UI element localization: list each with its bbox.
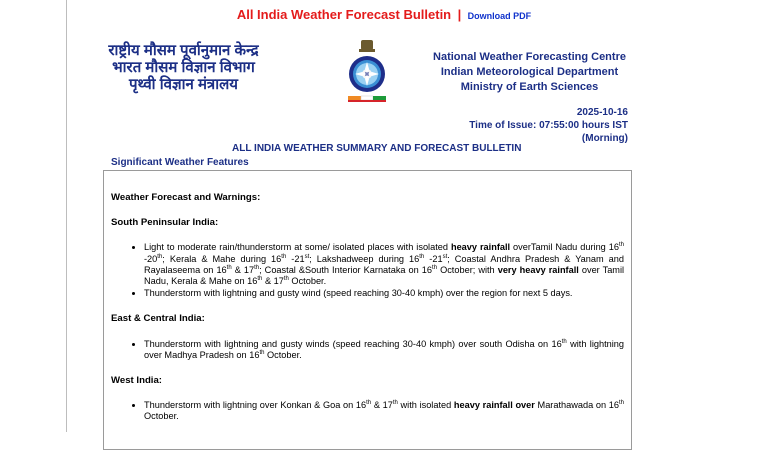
south-heading: South Peninsular India: bbox=[111, 217, 219, 229]
hindi-line-1: राष्ट्रीय मौसम पूर्वानुमान केन्द्र bbox=[108, 42, 259, 59]
list-item: • Thunderstorm with lightning and gusty wind (speed reaching 30-40 kmph) over the region for next 5 days. bbox=[144, 288, 624, 299]
list-item: • Light to moderate rain/thunderstorm at some/ isolated places with isolated heavy rainfall overTamil Nadu during 16th -20th; Kerala & Mahe during 16th -21st; Lakshadweep during 16th -21st; Coastal Andhra Pradesh & Yanam and Rayalaseema on 16th & 17th; Coastal &South Interior Karnataka on 16th October; with very heavy rainfall over Tamil Nadu, Kerala & Mahe on 16th & 17th October. bbox=[144, 242, 624, 287]
issue-date: 2025-10-16 bbox=[576, 107, 628, 118]
issue-session: (Morning) bbox=[581, 133, 628, 144]
east-list bbox=[111, 339, 624, 361]
page-left-rule bbox=[66, 0, 67, 432]
south-list bbox=[111, 242, 624, 299]
hindi-org-block bbox=[96, 42, 271, 93]
bulletin-title: All India Weather Forecast Bulletin bbox=[236, 7, 452, 22]
hindi-line-2: भारत मौसम विज्ञान विभाग bbox=[112, 59, 255, 76]
forecast-heading: Weather Forecast and Warnings: bbox=[111, 192, 261, 203]
title-separator: | bbox=[457, 7, 462, 22]
bulletin-header bbox=[0, 6, 768, 24]
significant-features-label: Significant Weather Features bbox=[111, 157, 249, 168]
english-org-block bbox=[432, 50, 627, 95]
org-line-3: Ministry of Earth Sciences bbox=[460, 81, 599, 93]
hindi-line-3: पृथ्वी विज्ञान मंत्रालय bbox=[129, 76, 238, 93]
download-pdf-link[interactable]: Download PDF bbox=[467, 11, 532, 21]
issue-info bbox=[469, 106, 628, 145]
summary-title: ALL INDIA WEATHER SUMMARY AND FORECAST BULLETIN bbox=[232, 143, 522, 154]
forecast-box bbox=[103, 170, 632, 450]
east-heading: East & Central India: bbox=[111, 313, 205, 325]
org-line-2: Indian Meteorological Department bbox=[440, 66, 619, 78]
west-list bbox=[111, 400, 624, 422]
list-item: • Thunderstorm with lightning and gusty winds (speed reaching 30-40 kmph) over south Odisha on 16th with lightning over Madhya Pradesh on 16th October. bbox=[144, 339, 624, 361]
imd-emblem-icon bbox=[342, 38, 392, 104]
issue-time: Time of Issue: 07:55:00 hours IST bbox=[469, 120, 628, 131]
org-line-1: National Weather Forecasting Centre bbox=[433, 51, 626, 63]
list-item: • Thunderstorm with lightning over Konkan & Goa on 16th & 17th with isolated heavy rainfall over Marathawada on 16th October. bbox=[144, 400, 624, 422]
west-heading: West India: bbox=[111, 375, 162, 387]
